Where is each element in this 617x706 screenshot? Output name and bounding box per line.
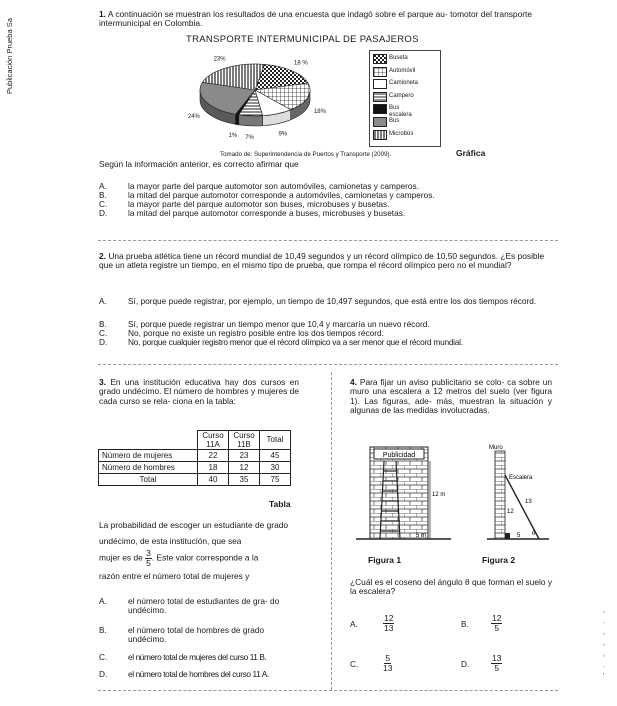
option-letter: A. — [99, 296, 107, 306]
numerator: 12 — [384, 613, 394, 623]
q4-number: 4. — [350, 377, 357, 387]
right-angle-mark — [505, 533, 510, 539]
option-letter: B. — [99, 625, 107, 635]
column-divider — [331, 372, 332, 690]
option-fraction — [383, 654, 392, 673]
q4-figure-1 — [356, 441, 456, 549]
divider — [98, 690, 558, 691]
wall-label: Muro — [489, 445, 503, 451]
sidebar-publication-label — [6, 6, 20, 96]
side-label: 12 — [507, 509, 514, 515]
denominator: 13 — [384, 623, 394, 633]
legend-label: Automóvil — [389, 67, 416, 74]
q3-paragraph-line: razón entre el número total de mujeres y — [99, 571, 250, 581]
table-row-label: Número de hombres — [99, 462, 198, 474]
q3-paragraph — [99, 517, 304, 584]
legend-label: Buseta — [389, 55, 408, 61]
q1-chart-legend — [369, 50, 441, 147]
option-text: la mitad del parque automotor corresponde a buses, microbuses y busetas. — [128, 208, 406, 218]
denominator: 5 — [494, 663, 500, 673]
numerator: 12 — [492, 613, 502, 623]
table-cell: 75 — [260, 474, 291, 486]
option-letter: A. — [350, 619, 358, 629]
sign-text: Publicidad — [382, 452, 416, 459]
q1-text: A continuación se muestran los resultados de una encuesta que indagó sobre el parque au- tomotor del transporte intermunicipal en Colombia. — [99, 9, 533, 29]
base-label: 5 — [517, 533, 521, 539]
option-text: la mayor parte del parque automotor son automóviles, camionetas y camperos. — [128, 181, 419, 191]
option-letter: D. — [99, 337, 108, 347]
q1-graph-label: Gráfica — [456, 148, 486, 158]
option-letter: C. — [99, 328, 108, 338]
numerator: 3 — [146, 548, 151, 558]
option-letter: B. — [99, 319, 107, 329]
option-fraction — [491, 654, 502, 673]
legend-swatch — [373, 79, 387, 89]
q3-table-label: Tabla — [269, 499, 291, 509]
q4-text: Para fijar un aviso publicitario se colo- ca sobre un muro una escalera a 12 metros del suelo (ver figura 1). Las figuras, ade- más, muestran la situación y algunas de las medidas involucradas. — [350, 377, 553, 416]
q1-number: 1. — [99, 9, 106, 19]
sidebar-text: Publicación Prueba Sa — [5, 18, 14, 94]
option-text: el número total de estudiantes de gra- do undécimo. — [128, 596, 280, 616]
option-letter: C. — [350, 659, 359, 669]
q4-figure-2-caption: Figura 2 — [482, 555, 516, 565]
q3-p2b: . Este valor corresponde a la — [151, 552, 259, 563]
wall — [495, 451, 505, 539]
option-text: No, porque cualquier registro menor que el récord olímpico va a ser menor que el récord mundial. — [128, 337, 463, 347]
legend-swatch — [373, 54, 387, 64]
option-text: Sí, porque puede registrar, por ejemplo, un tiempo de 10,497 segundos, que está entre los dos tiempos récord. — [128, 296, 537, 306]
legend-label: Camioneta — [389, 80, 419, 87]
q2-statement — [99, 252, 554, 271]
pie-slice-side — [235, 114, 238, 125]
q4-figure-2 — [477, 441, 552, 549]
table-row-label: Total — [99, 474, 198, 486]
base-label: 5 m — [416, 533, 427, 539]
option-text: el número total de hombres de grado undécimo. — [128, 625, 265, 645]
legend-label: Bus escalera — [389, 105, 412, 119]
option-text: el número total de mujeres del curso 11 B. — [128, 652, 267, 662]
table-cell: 18 — [198, 462, 229, 474]
q3-table — [98, 430, 291, 486]
option-letter: A. — [99, 181, 107, 191]
option-fraction — [383, 614, 394, 633]
option-letter: D. — [99, 669, 108, 679]
numerator: 13 — [492, 653, 502, 663]
q3-fraction — [145, 549, 152, 568]
q3-paragraph-line — [99, 549, 304, 568]
divider — [98, 240, 558, 241]
option-text: la mitad del parque automotor corresponde a automóviles, camionetas y camperos. — [128, 190, 435, 200]
legend-swatch — [373, 130, 387, 140]
option-letter: C. — [99, 199, 108, 209]
option-letter: A. — [99, 596, 107, 606]
divider — [98, 364, 558, 365]
table-cell: 35 — [229, 474, 260, 486]
pie-slice-label: 18 % — [294, 60, 308, 67]
option-letter: B. — [461, 619, 469, 629]
legend-swatch — [373, 67, 387, 77]
table-cell: 23 — [229, 450, 260, 462]
q2-text: Una prueba atlética tiene un récord mundial de 10,49 segundos y un récord olímpico de 10,50 segundos. ¿Es posible que un atleta registre un tiempo, en el mismo tipo de prueba, que rompa el récord olímpico pero no el mundial? — [99, 251, 545, 271]
q1-source: Tomado de: Superintendencia de Puertos y Transporte (2009). — [220, 151, 392, 158]
table-corner — [99, 431, 198, 450]
legend-swatch — [373, 92, 387, 102]
q4-figure-1-caption: Figura 1 — [368, 555, 402, 565]
table-row-label: Número de mujeres — [99, 450, 198, 462]
table-cell: 22 — [198, 450, 229, 462]
pie-slice-label: 23% — [213, 56, 226, 63]
q2-number: 2. — [99, 251, 106, 261]
option-fraction — [491, 614, 502, 633]
option-text: el número total de hombres del curso 11 A. — [128, 669, 269, 679]
q3-p2a: mujer es de — [99, 552, 143, 563]
numerator: 5 — [385, 653, 391, 663]
option-letter: B. — [99, 190, 107, 200]
pie-slice-label: 7% — [245, 134, 254, 141]
denominator: 5 — [494, 623, 500, 633]
pie-slice-label: 18% — [313, 108, 326, 115]
ladder-label: Escalera — [509, 475, 533, 481]
option-letter: C. — [99, 652, 108, 662]
pie-slice-label: 9% — [278, 131, 288, 138]
q3-statement — [99, 378, 299, 406]
option-text: No, porque no existe un registro posible entre los dos tiempos récord. — [128, 328, 384, 338]
legend-label: Campero — [389, 92, 414, 99]
legend-label: Microbús — [389, 130, 414, 137]
q1-statement — [99, 10, 554, 29]
q4-prompt: ¿Cuál es el coseno del ángulo θ que forman el suelo y la escalera? — [350, 577, 553, 597]
q1-pie-chart — [160, 48, 370, 148]
q1-prompt: Según la información anterior, es correcto afirmar que — [99, 159, 299, 169]
table-cell: 12 — [229, 462, 260, 474]
table-cell: 30 — [260, 462, 291, 474]
option-text: la mayor parte del parque automotor son buses, microbuses y busetas. — [128, 199, 390, 209]
table-header: Curso 11A — [198, 431, 229, 450]
table-header: Curso 11B — [229, 431, 260, 450]
table-cell: 45 — [260, 450, 291, 462]
option-letter: D. — [99, 208, 108, 218]
denominator: 5 — [146, 558, 151, 568]
q3-paragraph-line: La probabilidad de escoger un estudiante de grado undécimo, de esta institución, que sea — [99, 520, 289, 546]
q1-chart-title: TRANSPORTE INTERMUNICIPAL DE PASAJEROS — [186, 34, 419, 45]
margin-marks: , . , , , . ' — [603, 607, 605, 680]
pie-slice-label: 1% — [228, 132, 238, 139]
legend-label: Bus — [389, 118, 400, 124]
table-cell: 40 — [198, 474, 229, 486]
angle-theta: θ — [532, 529, 536, 537]
pie-slice-label: 24% — [187, 114, 200, 121]
q3-number: 3. — [99, 377, 106, 387]
hypotenuse-label: 13 — [525, 499, 532, 505]
pie-slice-side — [239, 115, 263, 126]
height-label: 12 m — [432, 492, 446, 498]
denominator: 13 — [383, 663, 393, 673]
q4-statement — [350, 378, 552, 416]
table-header: Total — [260, 431, 291, 450]
option-letter: D. — [461, 659, 470, 669]
q3-text: En una institución educativa hay dos cursos en grado undécimo. El número de hombres y mujeres de cada curso se rela- ciona en la tabla: — [99, 377, 299, 406]
option-text: Sí, porque puede registrar un tiempo menor que 10,4 y marcaría un nuevo récord. — [128, 319, 430, 329]
legend-swatch — [373, 104, 387, 114]
legend-swatch — [373, 117, 387, 127]
